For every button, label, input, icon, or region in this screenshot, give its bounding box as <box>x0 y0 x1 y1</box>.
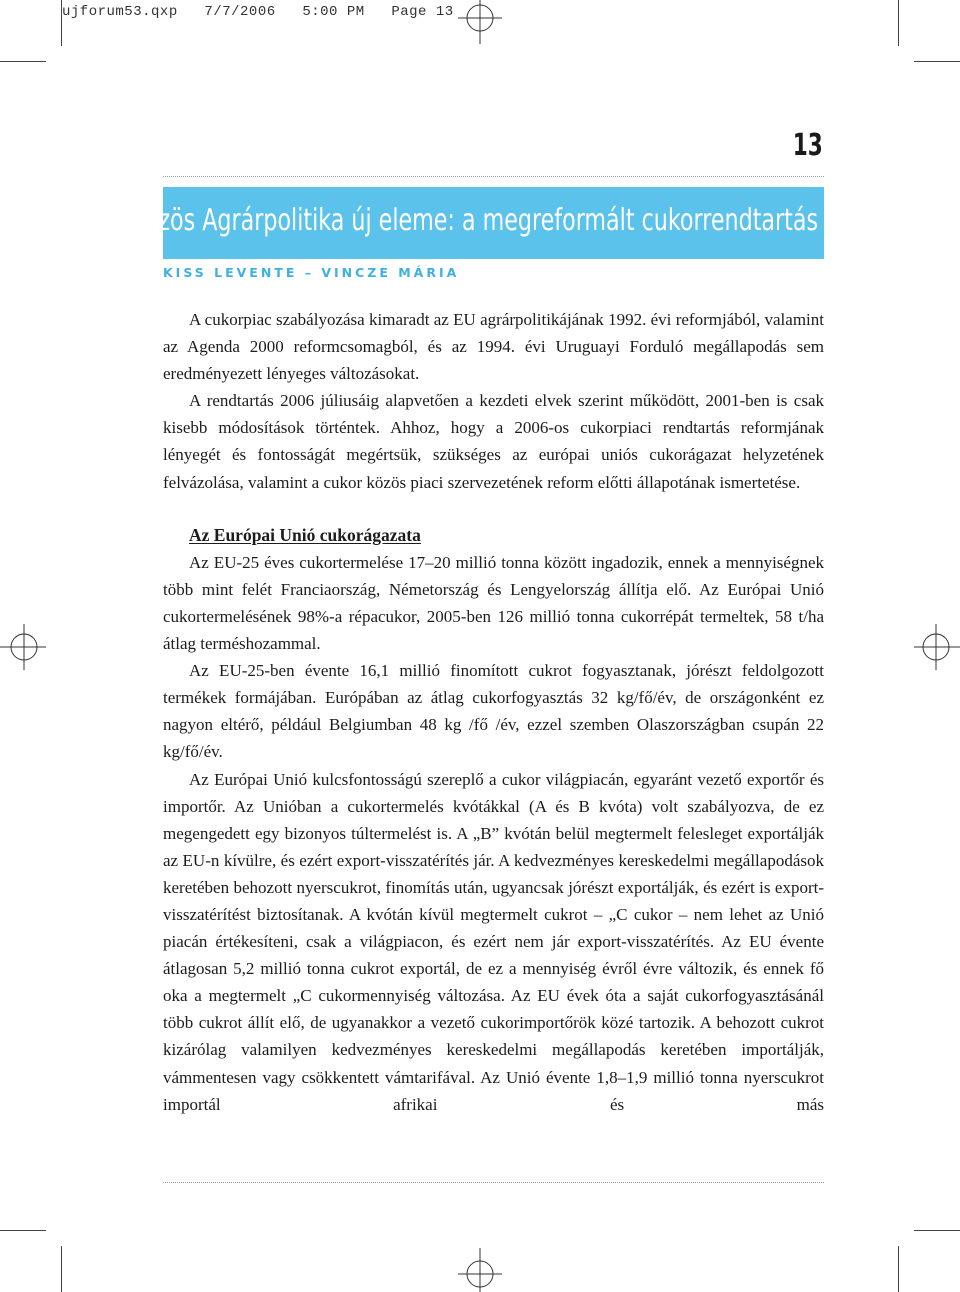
crop-mark-bottom-right-v <box>898 1246 899 1292</box>
section-paragraph: Az EU-25 éves cukortermelése 17–20 millió tonna között ingadozik, ennek a mennyiségnek több mint felét Franciaország, Németország és Lengyelország állítja elő. Az Európai Unió cukortermelésének 98%-a répacukor, 2005-ben 126 millió tonna cukorrépát termeltek, 58 t/ha átlag terméshozammal. <box>163 552 824 654</box>
registration-mark-right <box>914 624 960 670</box>
crop-mark-top-left-v <box>61 0 62 46</box>
intro-paragraph: A cukorpiac szabályozása kimaradt az EU agrárpolitikájának 1992. évi reformjából, valamint az Agenda 2000 reformcsomagból, és az 1994. évi Uruguayi Forduló megállapodás sem eredményezett lényeges változásokat. <box>163 310 824 384</box>
section-paragraph: Az EU-25-ben évente 16,1 millió finomított cukrot fogyasztanak, jórészt feldolgozott termékek formájában. Európában az átlag cukorfogyasztás 32 kg/fő/év, de országonként ez nagyon eltérő, például Belgiumban 48 kg /fő /év, ezzel szemben Olaszországban csupán 22 kg/fő/év. <box>163 661 824 762</box>
crop-mark-top-right-h <box>914 61 960 62</box>
page-number: 13 <box>792 128 823 163</box>
registration-mark-bottom <box>458 1248 502 1292</box>
header-dotted-rule <box>163 176 824 177</box>
article-authors: KISS LEVENTE – VINCZE MÁRIA <box>163 265 460 280</box>
article-title-bar <box>109 187 824 259</box>
article-title: A Közös Agrárpolitika új eleme: a megreformált cukorrendtartás <box>109 203 818 238</box>
registration-mark-top <box>458 0 502 44</box>
footer-dotted-rule <box>163 1182 824 1183</box>
registration-mark-left <box>0 624 46 670</box>
crop-mark-bottom-left-v <box>61 1246 62 1292</box>
crop-mark-top-right-v <box>898 0 899 46</box>
section-heading: Az Európai Unió cukorágazata <box>189 524 421 545</box>
crop-mark-top-left-h <box>0 61 46 62</box>
crop-mark-bottom-left-h <box>0 1230 46 1231</box>
article-body <box>163 306 824 1118</box>
intro-paragraph: A rendtartás 2006 júliusáig alapvetően a kezdeti elvek szerint működött, 2001-ben is csak kisebb módosítások történtek. Ahhoz, hogy a 2006-os cukorpiaci rendtartás reformjának lényegét és fontosságát megértsük, szükséges az európai uniós cukorágazat helyzetének felvázolása, valamint a cukor közös piaci szervezetének reform előtti állapotának ismertetése. <box>163 391 824 492</box>
crop-mark-bottom-right-h <box>914 1230 960 1231</box>
print-slug: ujforum53.qxp 7/7/2006 5:00 PM Page 13 <box>62 4 454 20</box>
section-paragraph: Az Európai Unió kulcsfontosságú szereplő a cukor világpiacán, egyaránt vezető exportőr és importőr. Az Unióban a cukortermelés kvótákkal (A és B kvóta) volt szabályozva, de ez megengedett egy bizonyos túltermelést is. A „B” kvótán belül megtermelt felesleget exportálják az EU-n kívülre, és ezért export-visszatérítés jár. A kedvezményes kereskedelmi megállapodások keretében behozott nyerscukrot, finomítás után, ugyancsak jórészt exportálják, és ezért is export-visszatérítést biztosítanak. A kvótán kívül megtermelt cukrot – „C cukor – nem lehet az Unió piacán értékesíteni, csak a világpiacon, és ezért nem jár export-visszatérítés. Az EU évente átlagosan 5,2 millió tonna cukrot exportál, de ez a mennyiség évről évre változik, és ennek fő oka a megtermelt „C cukormennyiség változása. Az EU évek óta a saját cukorfogyasztásánál több cukrot állít elő, de ugyanakkor a vezető cukorimportőrök közé tartozik. A behozott cukrot kizárólag valamilyen kedvezményes kereskedelmi megállapodás keretében importálják, vámmentesen vagy csökkentett vámtarifával. Az Unió évente 1,8–1,9 millió tonna nyerscukrot importál afrikai és más <box>163 769 824 1114</box>
